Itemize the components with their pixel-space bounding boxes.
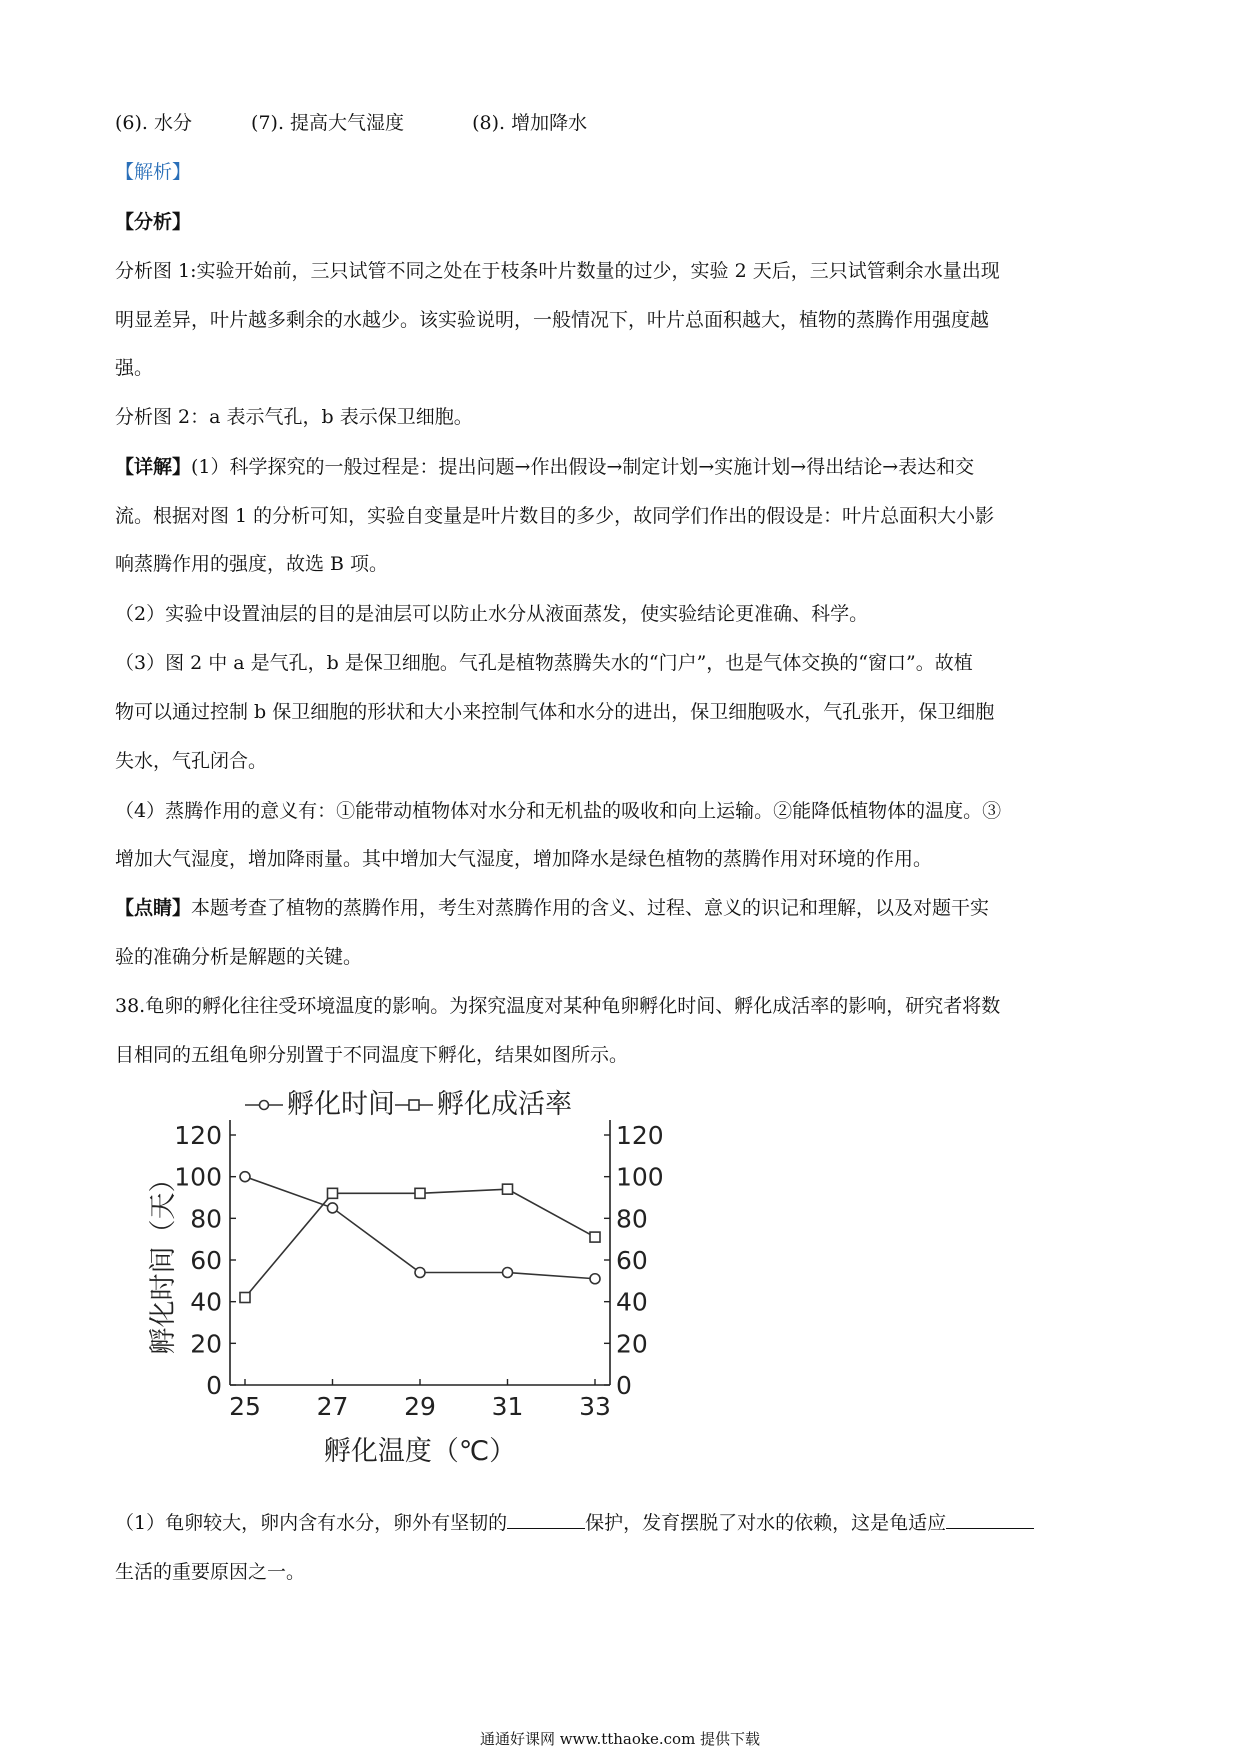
xiangjie-tag: 【详解】 bbox=[115, 456, 192, 478]
y-tick-label-left: 80 bbox=[190, 1204, 222, 1234]
detail-3-line-2: 物可以通过控制 b 保卫细胞的形状和大小来控制气体和水分的进出，保卫细胞吸水，气孔张开，保卫细胞 bbox=[115, 701, 995, 723]
y-tick-label-left: 60 bbox=[190, 1246, 222, 1275]
x-tick-label: 29 bbox=[404, 1392, 436, 1421]
point-hatch-time bbox=[415, 1268, 425, 1278]
answer-6: (6). 水分 bbox=[115, 112, 192, 134]
detail-4-line-1: （4）蒸腾作用的意义有：①能带动植物体对水分和无机盐的吸收和向上运输。②能降低植物体的温度。③ bbox=[115, 800, 1002, 822]
answer-blank-2[interactable] bbox=[946, 1510, 1034, 1529]
y-tick-label-left: 120 bbox=[174, 1121, 222, 1150]
y-tick-label-right: 20 bbox=[616, 1329, 648, 1359]
x-tick-label: 31 bbox=[491, 1392, 524, 1421]
question-1-text-b: 保护，发育摆脱了对水的依赖，这是龟适应 bbox=[585, 1512, 947, 1534]
question-1-line-1 bbox=[115, 1508, 1135, 1535]
series-line-2 bbox=[245, 1189, 595, 1297]
answer-line bbox=[115, 108, 1135, 135]
x-axis-title: 孵化温度（℃） bbox=[323, 1436, 517, 1467]
detail-2: （2）实验中设置油层的目的是油层可以防止水分从液面蒸发，使实验结论更准确、科学。 bbox=[115, 603, 869, 625]
fenxi-tag: 【分析】 bbox=[115, 211, 192, 233]
answer-8: (8). 增加降水 bbox=[472, 112, 588, 134]
y-tick-label-right: 120 bbox=[616, 1121, 664, 1150]
question-1-text-a: （1）龟卵较大，卵内含有水分，卵外有坚韧的 bbox=[115, 1512, 508, 1534]
x-tick-label: 33 bbox=[579, 1392, 611, 1421]
question-38-line-2: 目相同的五组龟卵分别置于不同温度下孵化，结果如图所示。 bbox=[115, 1044, 629, 1066]
y-tick-label-left: 100 bbox=[174, 1162, 222, 1192]
answer-7: (7). 提高大气湿度 bbox=[251, 112, 405, 134]
point-hatch-time bbox=[328, 1203, 338, 1213]
point-survival-rate bbox=[503, 1184, 513, 1194]
point-survival-rate bbox=[240, 1293, 250, 1303]
analysis-para-1-line-3: 强。 bbox=[115, 357, 154, 379]
footer: 通通好课网 www.tthaoke.com 提供下载 bbox=[479, 1730, 761, 1748]
y-tick-label-right: 100 bbox=[616, 1162, 664, 1192]
point-hatch-time bbox=[240, 1172, 250, 1182]
incubation-chart bbox=[110, 1085, 690, 1480]
detail-4-line-2: 增加大气湿度，增加降雨量。其中增加大气湿度，增加降水是绿色植物的蒸腾作用对环境的作用。 bbox=[115, 848, 933, 870]
dianjing-line-2: 验的准确分析是解题的关键。 bbox=[115, 946, 363, 968]
detail-1-line-3: 响蒸腾作用的强度，故选 B 项。 bbox=[115, 553, 389, 575]
dianjing-line-1 bbox=[115, 893, 1135, 920]
detail-1-line-1 bbox=[115, 452, 1135, 479]
point-hatch-time bbox=[590, 1274, 600, 1284]
y-tick-label-left: 20 bbox=[190, 1329, 222, 1359]
detail-3-line-3: 失水，气孔闭合。 bbox=[115, 750, 268, 772]
analysis-para-1-line-1: 分析图 1:实验开始前，三只试管不同之处在于枝条叶片数量的过少，实验 2 天后，三只试管剩余水量出现 bbox=[115, 260, 1000, 282]
dianjing-text: 本题考查了植物的蒸腾作用，考生对蒸腾作用的含义、过程、意义的识记和理解，以及对题干实 bbox=[191, 897, 990, 919]
y-tick-label-right: 80 bbox=[616, 1204, 648, 1234]
jiexi-tag: 【解析】 bbox=[115, 161, 192, 183]
y-tick-label-right: 0 bbox=[616, 1371, 632, 1400]
question-38-line-1: 38.龟卵的孵化往往受环境温度的影响。为探究温度对某种龟卵孵化时间、孵化成活率的影响，研究者将数 bbox=[115, 995, 1001, 1017]
question-1-line-2: 生活的重要原因之一。 bbox=[115, 1561, 306, 1583]
legend-marker-circle bbox=[260, 1101, 269, 1110]
y-tick-label-right: 60 bbox=[616, 1246, 648, 1275]
y-tick-label-left: 0 bbox=[206, 1371, 222, 1400]
detail-1-text: (1）科学探究的一般过程是：提出问题→作出假设→制定计划→实施计划→得出结论→表达和交 bbox=[191, 456, 975, 478]
y-axis-title: 孵化时间（天） bbox=[148, 1165, 179, 1355]
dianjing-tag: 【点睛】 bbox=[115, 897, 192, 919]
x-tick-label: 25 bbox=[229, 1392, 261, 1421]
legend-label-1: 孵化时间 bbox=[287, 1089, 395, 1120]
point-hatch-time bbox=[503, 1268, 513, 1278]
legend-label-2: 孵化成活率 bbox=[437, 1089, 572, 1120]
analysis-para-2: 分析图 2：a 表示气孔，b 表示保卫细胞。 bbox=[115, 406, 473, 428]
y-tick-label-right: 40 bbox=[616, 1287, 648, 1317]
answer-blank-1[interactable] bbox=[507, 1510, 585, 1529]
detail-3-line-1: （3）图 2 中 a 是气孔，b 是保卫细胞。气孔是植物蒸腾失水的“门户”，也是气体交换的“窗口”。故植 bbox=[115, 652, 973, 674]
x-tick-label: 27 bbox=[316, 1392, 349, 1421]
point-survival-rate bbox=[328, 1188, 338, 1198]
legend-marker-square bbox=[409, 1100, 419, 1110]
point-survival-rate bbox=[590, 1232, 600, 1242]
detail-1-line-2: 流。根据对图 1 的分析可知，实验自变量是叶片数目的多少，故同学们作出的假设是：叶片总面积大小影 bbox=[115, 505, 995, 527]
y-tick-label-left: 40 bbox=[190, 1287, 222, 1317]
analysis-para-1-line-2: 明显差异，叶片越多剩余的水越少。该实验说明，一般情况下，叶片总面积越大，植物的蒸腾作用强度越 bbox=[115, 309, 990, 331]
point-survival-rate bbox=[415, 1188, 425, 1198]
